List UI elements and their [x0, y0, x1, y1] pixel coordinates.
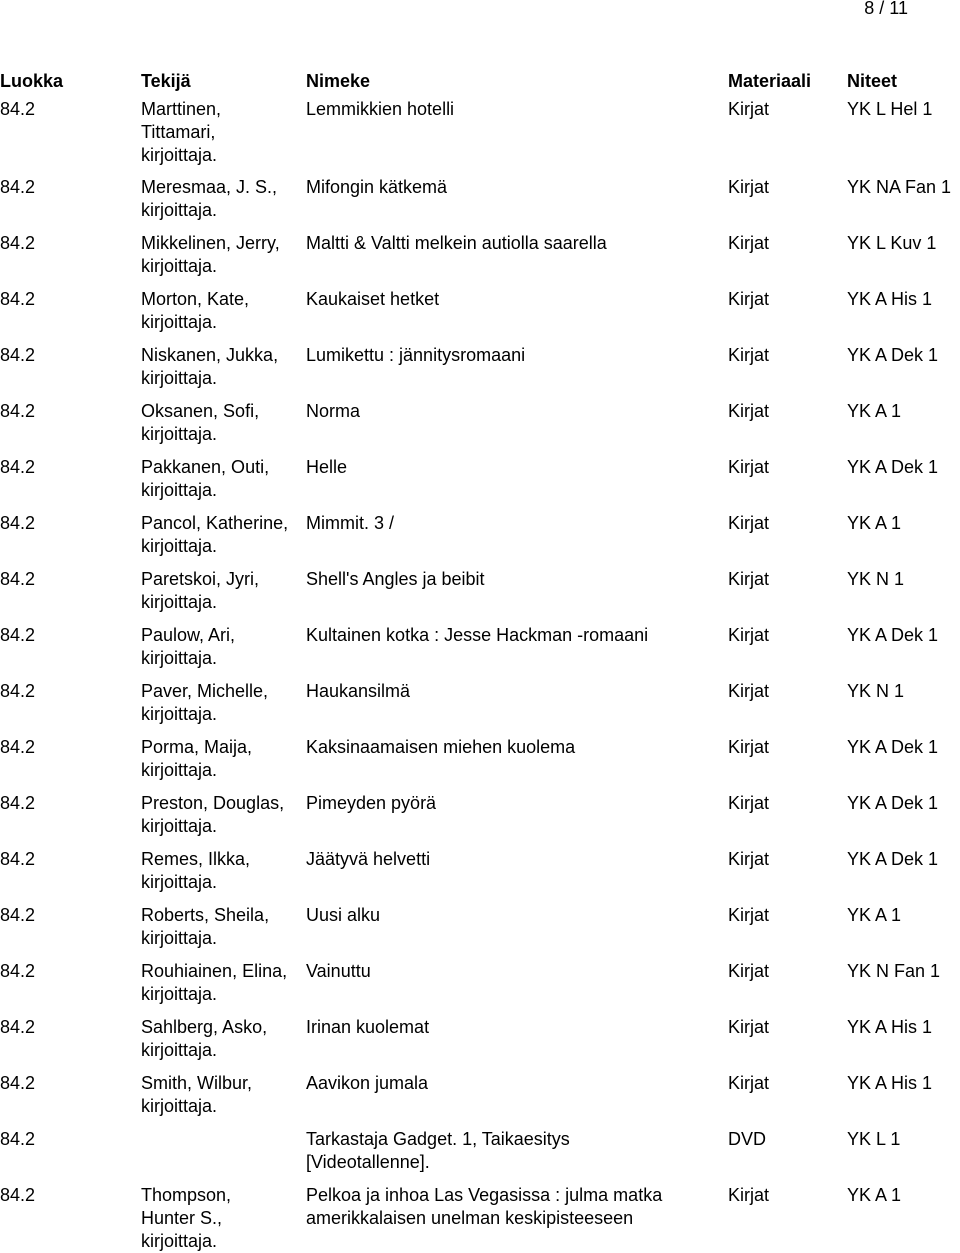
- tekija-line: Oksanen, Sofi,: [141, 401, 260, 421]
- nimeke-line: amerikkalaisen unelman keskipisteeseen: [306, 1208, 634, 1228]
- tekija-line: kirjoittaja.: [141, 1040, 218, 1060]
- table-row: [0, 456, 960, 512]
- nimeke-line: Mimmit. 3 /: [306, 513, 394, 533]
- cell-nimeke: [306, 1016, 716, 1039]
- cell-nimeke: [306, 456, 716, 479]
- tekija-line: kirjoittaja.: [141, 424, 218, 444]
- nimeke-line: Shell's Angles ja beibit: [306, 569, 485, 589]
- cell-nimeke: [306, 568, 716, 591]
- table-row: [0, 904, 960, 960]
- table-row: [0, 1128, 960, 1184]
- cell-niteet: YK A His 1: [847, 1073, 933, 1093]
- header-luokka: Luokka: [0, 71, 64, 91]
- table-row: [0, 512, 960, 568]
- tekija-line: Sahlberg, Asko,: [141, 1017, 268, 1037]
- cell-tekija: [141, 176, 301, 222]
- cell-tekija: [141, 792, 301, 838]
- tekija-line: kirjoittaja.: [141, 984, 218, 1004]
- cell-luokka: 84.2: [0, 457, 36, 477]
- cell-luokka: 84.2: [0, 1129, 36, 1149]
- header-nimeke: Nimeke: [306, 71, 371, 91]
- cell-tekija: [141, 512, 301, 558]
- cell-tekija: [141, 232, 301, 278]
- cell-tekija: [141, 904, 301, 950]
- tekija-line: kirjoittaja.: [141, 816, 218, 836]
- cell-niteet: YK A Dek 1: [847, 625, 939, 645]
- cell-niteet: YK N Fan 1: [847, 961, 941, 981]
- tekija-line: Meresmaa, J. S.,: [141, 177, 278, 197]
- cell-nimeke: [306, 400, 716, 423]
- cell-materiaali: Kirjat: [728, 1185, 770, 1205]
- cell-luokka: 84.2: [0, 625, 36, 645]
- cell-tekija: [141, 568, 301, 614]
- cell-tekija: [141, 848, 301, 894]
- cell-luokka: 84.2: [0, 1185, 36, 1205]
- table-row: [0, 1072, 960, 1128]
- nimeke-line: Maltti & Valtti melkein autiolla saarella: [306, 233, 607, 253]
- cell-materiaali: Kirjat: [728, 289, 770, 309]
- nimeke-line: Aavikon jumala: [306, 1073, 429, 1093]
- cell-niteet: YK A His 1: [847, 1017, 933, 1037]
- cell-tekija: [141, 400, 301, 446]
- cell-materiaali: Kirjat: [728, 513, 770, 533]
- cell-niteet: YK A 1: [847, 401, 902, 421]
- nimeke-line: Lemmikkien hotelli: [306, 99, 455, 119]
- table-body: [0, 98, 960, 1251]
- nimeke-line: Kaksinaamaisen miehen kuolema: [306, 737, 576, 757]
- nimeke-line: Helle: [306, 457, 348, 477]
- cell-materiaali: Kirjat: [728, 99, 770, 119]
- table-row: [0, 960, 960, 1016]
- table-row: [0, 848, 960, 904]
- cell-tekija: [141, 1184, 301, 1253]
- tekija-line: Paver, Michelle,: [141, 681, 269, 701]
- tekija-line: kirjoittaja.: [141, 312, 218, 332]
- cell-luokka: 84.2: [0, 737, 36, 757]
- tekija-line: Remes, Ilkka,: [141, 849, 251, 869]
- cell-materiaali: Kirjat: [728, 625, 770, 645]
- header-tekija: Tekijä: [141, 71, 191, 91]
- cell-materiaali: Kirjat: [728, 905, 770, 925]
- header-materiaali: Materiaali: [728, 71, 812, 91]
- cell-luokka: 84.2: [0, 793, 36, 813]
- cell-luokka: 84.2: [0, 961, 36, 981]
- tekija-line: kirjoittaja.: [141, 256, 218, 276]
- tekija-line: Niskanen, Jukka,: [141, 345, 279, 365]
- tekija-line: kirjoittaja.: [141, 536, 218, 556]
- table-row: [0, 98, 960, 176]
- cell-materiaali: Kirjat: [728, 457, 770, 477]
- cell-nimeke: [306, 98, 716, 121]
- cell-luokka: 84.2: [0, 401, 36, 421]
- cell-niteet: YK A 1: [847, 905, 902, 925]
- cell-luokka: 84.2: [0, 1073, 36, 1093]
- cell-tekija: [141, 456, 301, 502]
- nimeke-line: Lumikettu : jännitysromaani: [306, 345, 526, 365]
- tekija-line: Paulow, Ari,: [141, 625, 236, 645]
- cell-luokka: 84.2: [0, 99, 36, 119]
- cell-tekija: [141, 98, 301, 167]
- cell-tekija: [141, 960, 301, 1006]
- cell-nimeke: [306, 344, 716, 367]
- cell-niteet: YK A Dek 1: [847, 737, 939, 757]
- cell-niteet: YK A Dek 1: [847, 345, 939, 365]
- header-niteet: Niteet: [847, 71, 898, 91]
- table-row: [0, 400, 960, 456]
- cell-niteet: YK N 1: [847, 569, 905, 589]
- cell-materiaali: DVD: [728, 1129, 767, 1149]
- cell-niteet: YK L Kuv 1: [847, 233, 937, 253]
- tekija-line: Roberts, Sheila,: [141, 905, 270, 925]
- tekija-line: kirjoittaja.: [141, 872, 218, 892]
- cell-materiaali: Kirjat: [728, 1073, 770, 1093]
- nimeke-line: Irinan kuolemat: [306, 1017, 430, 1037]
- tekija-line: Smith, Wilbur,: [141, 1073, 253, 1093]
- tekija-line: kirjoittaja.: [141, 760, 218, 780]
- cell-niteet: YK NA Fan 1: [847, 177, 952, 197]
- cell-materiaali: Kirjat: [728, 1017, 770, 1037]
- nimeke-line: Kaukaiset hetket: [306, 289, 440, 309]
- tekija-line: Porma, Maija,: [141, 737, 253, 757]
- tekija-line: kirjoittaja.: [141, 368, 218, 388]
- cell-nimeke: [306, 1072, 716, 1095]
- cell-niteet: YK A Dek 1: [847, 793, 939, 813]
- cell-nimeke: [306, 792, 716, 815]
- nimeke-line: Mifongin kätkemä: [306, 177, 448, 197]
- cell-materiaali: Kirjat: [728, 961, 770, 981]
- cell-materiaali: Kirjat: [728, 849, 770, 869]
- cell-nimeke: [306, 624, 716, 647]
- cell-materiaali: Kirjat: [728, 737, 770, 757]
- cell-luokka: 84.2: [0, 905, 36, 925]
- table-row: [0, 232, 960, 288]
- table-row: [0, 176, 960, 232]
- cell-tekija: [141, 1016, 301, 1062]
- cell-niteet: YK A Dek 1: [847, 849, 939, 869]
- cell-materiaali: Kirjat: [728, 793, 770, 813]
- cell-nimeke: [306, 904, 716, 927]
- cell-luokka: 84.2: [0, 1017, 36, 1037]
- cell-nimeke: [306, 1128, 716, 1174]
- cell-luokka: 84.2: [0, 289, 36, 309]
- cell-niteet: YK A 1: [847, 1185, 902, 1205]
- cell-luokka: 84.2: [0, 233, 36, 253]
- tekija-line: kirjoittaja.: [141, 200, 218, 220]
- cell-tekija: [141, 680, 301, 726]
- tekija-line: Pakkanen, Outi,: [141, 457, 270, 477]
- cell-niteet: YK A 1: [847, 513, 902, 533]
- nimeke-line: Tarkastaja Gadget. 1, Taikaesitys: [306, 1129, 570, 1149]
- tekija-line: kirjoittaja.: [141, 480, 218, 500]
- cell-nimeke: [306, 736, 716, 759]
- page-number: 8 / 11: [864, 0, 908, 18]
- tekija-line: Thompson,: [141, 1185, 232, 1205]
- cell-materiaali: Kirjat: [728, 569, 770, 589]
- catalog-list: [0, 70, 960, 1251]
- cell-nimeke: [306, 288, 716, 311]
- cell-luokka: 84.2: [0, 681, 36, 701]
- cell-niteet: YK A Dek 1: [847, 457, 939, 477]
- tekija-line: Mikkelinen, Jerry,: [141, 233, 280, 253]
- cell-nimeke: [306, 232, 716, 255]
- cell-luokka: 84.2: [0, 569, 36, 589]
- nimeke-line: Vainuttu: [306, 961, 371, 981]
- nimeke-line: Haukansilmä: [306, 681, 411, 701]
- table-header: [0, 70, 960, 98]
- cell-materiaali: Kirjat: [728, 681, 770, 701]
- table-row: [0, 792, 960, 848]
- cell-luokka: 84.2: [0, 177, 36, 197]
- cell-materiaali: Kirjat: [728, 345, 770, 365]
- cell-tekija: [141, 288, 301, 334]
- cell-niteet: YK L 1: [847, 1129, 901, 1149]
- table-row: [0, 1016, 960, 1072]
- nimeke-line: Pelkoa ja inhoa Las Vegasissa : julma matka: [306, 1185, 663, 1205]
- tekija-line: Morton, Kate,: [141, 289, 250, 309]
- cell-luokka: 84.2: [0, 849, 36, 869]
- table-row: [0, 1184, 960, 1251]
- tekija-line: kirjoittaja.: [141, 1231, 218, 1251]
- cell-materiaali: Kirjat: [728, 401, 770, 421]
- cell-luokka: 84.2: [0, 513, 36, 533]
- cell-materiaali: Kirjat: [728, 233, 770, 253]
- tekija-line: Pancol, Katherine,: [141, 513, 289, 533]
- cell-tekija: [141, 624, 301, 670]
- cell-nimeke: [306, 1184, 716, 1230]
- table-row: [0, 344, 960, 400]
- cell-nimeke: [306, 848, 716, 871]
- cell-tekija: [141, 344, 301, 390]
- cell-nimeke: [306, 512, 716, 535]
- cell-tekija: [141, 736, 301, 782]
- table-row: [0, 736, 960, 792]
- nimeke-line: Kultainen kotka : Jesse Hackman -romaani: [306, 625, 649, 645]
- nimeke-line: Pimeyden pyörä: [306, 793, 437, 813]
- table-row: [0, 288, 960, 344]
- table-row: [0, 680, 960, 736]
- cell-nimeke: [306, 176, 716, 199]
- cell-niteet: YK A His 1: [847, 289, 933, 309]
- tekija-line: kirjoittaja.: [141, 704, 218, 724]
- table-row: [0, 568, 960, 624]
- nimeke-line: Norma: [306, 401, 361, 421]
- tekija-line: kirjoittaja.: [141, 145, 218, 165]
- tekija-line: kirjoittaja.: [141, 592, 218, 612]
- cell-materiaali: Kirjat: [728, 177, 770, 197]
- tekija-line: Rouhiainen, Elina,: [141, 961, 288, 981]
- tekija-line: Paretskoi, Jyri,: [141, 569, 260, 589]
- tekija-line: kirjoittaja.: [141, 1096, 218, 1116]
- tekija-line: Hunter S.,: [141, 1208, 223, 1228]
- tekija-line: Preston, Douglas,: [141, 793, 285, 813]
- cell-nimeke: [306, 680, 716, 703]
- table-row: [0, 624, 960, 680]
- tekija-line: kirjoittaja.: [141, 928, 218, 948]
- nimeke-line: [Videotallenne].: [306, 1152, 430, 1172]
- cell-niteet: YK N 1: [847, 681, 905, 701]
- nimeke-line: Uusi alku: [306, 905, 381, 925]
- cell-tekija: [141, 1072, 301, 1118]
- nimeke-line: Jäätyvä helvetti: [306, 849, 431, 869]
- tekija-line: Tittamari,: [141, 122, 216, 142]
- cell-niteet: YK L Hel 1: [847, 99, 933, 119]
- cell-luokka: 84.2: [0, 345, 36, 365]
- tekija-line: Marttinen,: [141, 99, 222, 119]
- cell-nimeke: [306, 960, 716, 983]
- tekija-line: kirjoittaja.: [141, 648, 218, 668]
